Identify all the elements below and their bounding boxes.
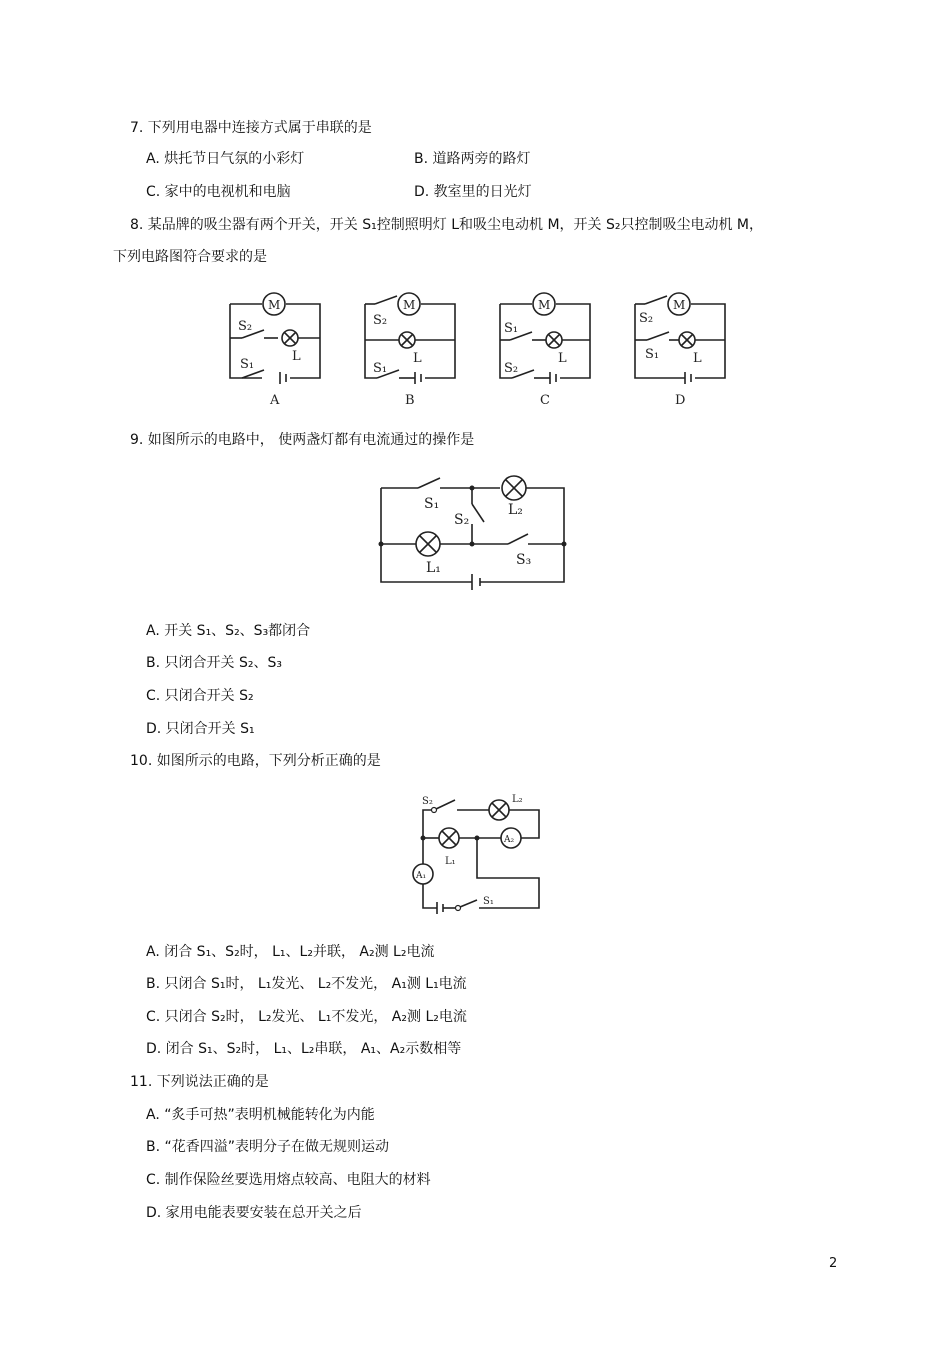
q8-stem: 8. 某品牌的吸尘器有两个开关，开关 S₁控制照明灯 L和吸尘电动机 M，开关 S₂只控制吸尘电动机 M， (130, 217, 764, 233)
page-number: 2 (829, 1256, 838, 1271)
q8-circuit-c (500, 293, 590, 408)
switch-s2-label: S₂ (454, 512, 470, 528)
q7-option-a: A. 烘托节日气氛的小彩灯 (146, 151, 305, 167)
q9-option-b: B. 只闭合开关 S₂、S₃ (146, 655, 282, 671)
switch-s3-label: S₃ (516, 552, 532, 568)
q8-stem-line2: 下列电路图符合要求的是 (113, 249, 267, 265)
switch-s2-label: S₂ (504, 361, 519, 376)
q9-option-a: A. 开关 S₁、S₂、S₃都闭合 (146, 623, 311, 639)
lamp-l-label: L (558, 351, 567, 366)
switch-s1-label: S₁ (424, 496, 440, 512)
q10-option-c: C. 只闭合 S₂时， L₂发光、 L₁不发光， A₂测 L₂电流 (146, 1009, 467, 1025)
q8-circuit-b (365, 293, 455, 408)
q10-option-d: D. 闭合 S₁、S₂时， L₁、L₂串联， A₁、A₂示数相等 (146, 1041, 462, 1057)
q7-option-b: B. 道路两旁的路灯 (414, 151, 531, 167)
ammeter-a1-label: A₁ (416, 871, 427, 881)
q10-option-b: B. 只闭合 S₁时， L₁发光、 L₂不发光， A₁测 L₁电流 (146, 976, 467, 992)
switch-s1-label: S₁ (240, 357, 255, 372)
q9-circuit-diagram (378, 474, 578, 599)
lamp-l-label: L (693, 351, 702, 366)
q8-circuit-d (635, 293, 725, 408)
diagram-c-label: C (540, 393, 550, 408)
q9-stem: 9. 如图所示的电路中， 使两盏灯都有电流通过的操作是 (130, 432, 475, 448)
motor-symbol: M (538, 298, 551, 312)
q8-circuit-a (230, 293, 320, 408)
q9-option-d: D. 只闭合开关 S₁ (146, 721, 255, 737)
lamp-l2-label: L₂ (512, 794, 523, 805)
q8-circuit-diagrams (220, 290, 740, 415)
motor-symbol: M (268, 298, 281, 312)
motor-symbol: M (673, 298, 686, 312)
diagram-d-label: D (675, 393, 686, 408)
q11-option-c: C. 制作保险丝要选用熔点较高、电阻大的材料 (146, 1172, 431, 1188)
q9-option-c: C. 只闭合开关 S₂ (146, 688, 254, 704)
q11-option-d: D. 家用电能表要安装在总开关之后 (146, 1205, 362, 1221)
lamp-l1-label: L₁ (426, 560, 441, 576)
switch-s2-label: S₂ (373, 313, 388, 328)
q10-option-a: A. 闭合 S₁、S₂时， L₁、L₂并联， A₂测 L₂电流 (146, 944, 435, 960)
q11-option-a: A. “炙手可热”表明机械能转化为内能 (146, 1107, 375, 1123)
switch-s1-label: S₁ (645, 347, 660, 362)
switch-s2-label: S₂ (238, 319, 253, 334)
lamp-l2-label: L₂ (508, 502, 523, 518)
lamp-l-label: L (292, 349, 301, 364)
switch-s2-label: S₂ (639, 311, 654, 326)
q7-stem: 7. 下列用电器中连接方式属于串联的是 (130, 120, 372, 136)
q10-stem: 10. 如图所示的电路，下列分析正确的是 (130, 753, 381, 769)
switch-s2-label: S₂ (422, 796, 433, 807)
motor-symbol: M (403, 298, 416, 312)
switch-s1-label: S₁ (373, 361, 388, 376)
ammeter-a2-label: A₂ (504, 835, 515, 845)
diagram-a-label: A (270, 393, 280, 408)
q7-option-c: C. 家中的电视机和电脑 (146, 184, 291, 200)
lamp-l1-label: L₁ (445, 856, 456, 867)
switch-s1-label: S₁ (504, 321, 519, 336)
q11-stem: 11. 下列说法正确的是 (130, 1074, 269, 1090)
switch-s1-label: S₁ (483, 896, 494, 907)
q10-circuit-diagram (405, 790, 555, 920)
q11-option-b: B. “花香四溢”表明分子在做无规则运动 (146, 1139, 390, 1155)
diagram-b-label: B (405, 393, 415, 408)
lamp-l-label: L (413, 351, 422, 366)
q7-option-d: D. 教室里的日光灯 (414, 184, 532, 200)
